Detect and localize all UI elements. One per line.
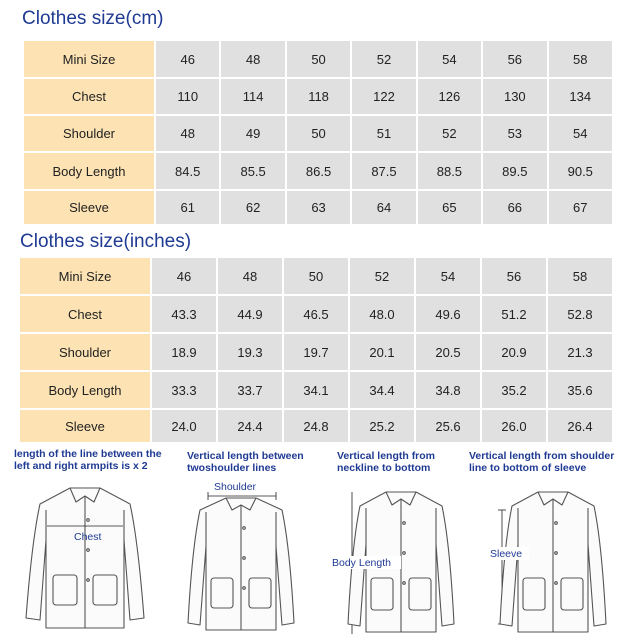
- table-cell: 50: [284, 258, 348, 294]
- measure-label: Sleeve: [490, 548, 523, 560]
- table-cell: 89.5: [483, 153, 546, 189]
- guide-caption-shoulder: [187, 450, 332, 474]
- coat-chest-icon: [20, 480, 150, 635]
- table-cell: 52.8: [548, 296, 612, 332]
- table-cell: 52: [352, 41, 415, 77]
- table-cell: 25.6: [416, 410, 480, 442]
- table-cell: 24.0: [152, 410, 216, 442]
- table-cell: 54: [416, 258, 480, 294]
- table-cell: 85.5: [221, 153, 284, 189]
- guide-caption-chest: [14, 448, 194, 472]
- table-cell: 51.2: [482, 296, 546, 332]
- table-cell: 52: [418, 116, 481, 151]
- table-cell: 87.5: [352, 153, 415, 189]
- table-cell: 56: [483, 41, 546, 77]
- table-cell: 61: [156, 191, 219, 224]
- caption-line: neckline to bottom: [337, 462, 431, 474]
- table-row: [20, 296, 612, 332]
- table-cell: 118: [287, 79, 350, 114]
- table-cell: 35.6: [548, 372, 612, 408]
- table-row: [24, 116, 612, 151]
- table-cell: 25.2: [350, 410, 414, 442]
- table-cell: 26.0: [482, 410, 546, 442]
- table-cell: 20.9: [482, 334, 546, 370]
- table-cell: 20.5: [416, 334, 480, 370]
- caption-line: Vertical length from: [337, 450, 436, 462]
- table-cell: 34.1: [284, 372, 348, 408]
- table-cell: 46: [156, 41, 219, 77]
- table-cell: 54: [418, 41, 481, 77]
- caption-line: twoshoulder lines: [187, 462, 277, 474]
- cm-size-table: [22, 39, 614, 226]
- table-cell: 67: [549, 191, 612, 224]
- table-cell: 48: [218, 258, 282, 294]
- table-cell: 90.5: [549, 153, 612, 189]
- row-header: Shoulder: [24, 116, 154, 151]
- table-cell: 49: [221, 116, 284, 151]
- caption-line: left and right armpits is x 2: [14, 460, 148, 472]
- inches-table-title: Clothes size(inches): [20, 231, 192, 252]
- table-cell: 58: [549, 41, 612, 77]
- table-cell: 20.1: [350, 334, 414, 370]
- row-header: Chest: [20, 296, 150, 332]
- table-cell: 110: [156, 79, 219, 114]
- table-cell: 126: [418, 79, 481, 114]
- row-header: Sleeve: [24, 191, 154, 224]
- table-cell: 46: [152, 258, 216, 294]
- table-cell: 114: [221, 79, 284, 114]
- table-cell: 33.3: [152, 372, 216, 408]
- table-row: [24, 153, 612, 189]
- table-cell: 56: [482, 258, 546, 294]
- table-cell: 34.8: [416, 372, 480, 408]
- row-header: Shoulder: [20, 334, 150, 370]
- table-cell: 26.4: [548, 410, 612, 442]
- table-cell: 51: [352, 116, 415, 151]
- table-cell: 130: [483, 79, 546, 114]
- table-cell: 65: [418, 191, 481, 224]
- row-header: Mini Size: [20, 258, 150, 294]
- table-cell: 54: [549, 116, 612, 151]
- coat-body-length-icon: [330, 478, 455, 638]
- table-cell: 18.9: [152, 334, 216, 370]
- table-cell: 21.3: [548, 334, 612, 370]
- cm-table-title: Clothes size(cm): [22, 8, 164, 29]
- table-cell: 24.4: [218, 410, 282, 442]
- coat-shoulder-icon: [178, 478, 303, 636]
- table-cell: 35.2: [482, 372, 546, 408]
- table-cell: 48: [156, 116, 219, 151]
- table-row: [24, 79, 612, 114]
- table-cell: 134: [549, 79, 612, 114]
- table-row: [20, 410, 612, 442]
- table-cell: 50: [287, 116, 350, 151]
- table-cell: 46.5: [284, 296, 348, 332]
- table-cell: 63: [287, 191, 350, 224]
- table-row: [20, 334, 612, 370]
- table-row: [20, 372, 612, 408]
- table-cell: 34.4: [350, 372, 414, 408]
- table-cell: 64: [352, 191, 415, 224]
- caption-line: length of the line between the: [14, 448, 162, 460]
- table-cell: 48.0: [350, 296, 414, 332]
- table-cell: 84.5: [156, 153, 219, 189]
- table-cell: 49.6: [416, 296, 480, 332]
- caption-line: line to bottom of sleeve: [469, 462, 587, 474]
- table-cell: 88.5: [418, 153, 481, 189]
- row-header: Body Length: [24, 153, 154, 189]
- measure-label: Shoulder: [214, 481, 257, 493]
- table-cell: 86.5: [287, 153, 350, 189]
- table-cell: 19.3: [218, 334, 282, 370]
- measure-label: Body Length: [332, 557, 391, 569]
- table-cell: 122: [352, 79, 415, 114]
- table-cell: 66: [483, 191, 546, 224]
- table-cell: 44.9: [218, 296, 282, 332]
- guide-caption-body-length: [337, 450, 467, 474]
- table-row: [24, 41, 612, 77]
- table-cell: 52: [350, 258, 414, 294]
- coat-sleeve-icon: [488, 478, 613, 638]
- table-row: [24, 191, 612, 224]
- row-header: Body Length: [20, 372, 150, 408]
- table-cell: 43.3: [152, 296, 216, 332]
- table-cell: 50: [287, 41, 350, 77]
- table-cell: 58: [548, 258, 612, 294]
- guide-caption-sleeve: [469, 450, 637, 474]
- row-header: Chest: [24, 79, 154, 114]
- table-cell: 24.8: [284, 410, 348, 442]
- table-cell: 53: [483, 116, 546, 151]
- measure-label: Chest: [74, 531, 102, 543]
- table-cell: 33.7: [218, 372, 282, 408]
- table-cell: 62: [221, 191, 284, 224]
- table-row: [20, 258, 612, 294]
- table-cell: 19.7: [284, 334, 348, 370]
- inches-size-table: [18, 256, 614, 444]
- row-header: Mini Size: [24, 41, 154, 77]
- table-cell: 48: [221, 41, 284, 77]
- caption-line: Vertical length between: [187, 450, 304, 462]
- row-header: Sleeve: [20, 410, 150, 442]
- caption-line: Vertical length from shoulder: [469, 450, 615, 462]
